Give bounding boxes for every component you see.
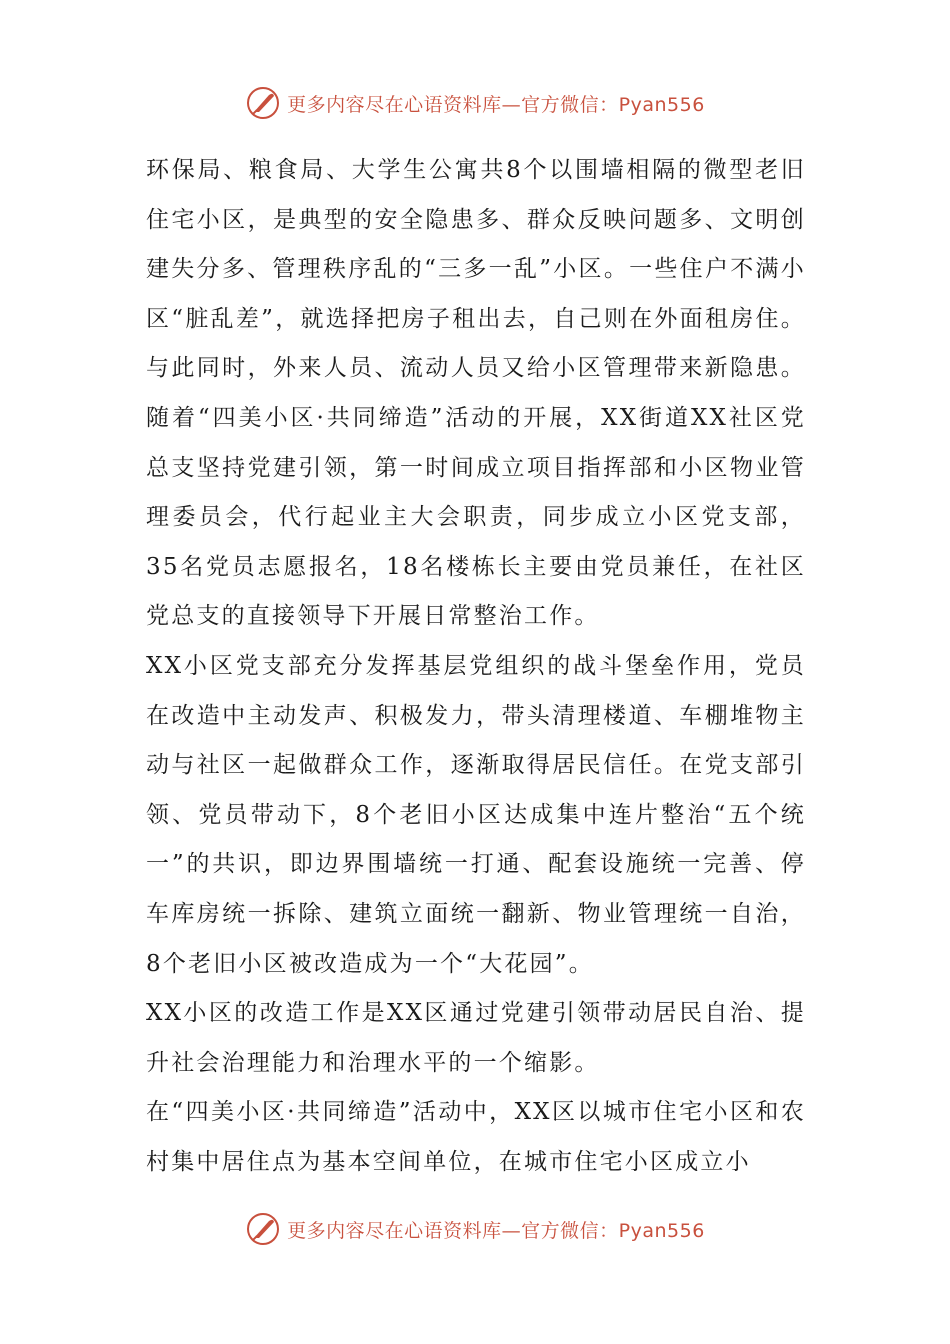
- paragraph: XX小区的改造工作是XX区通过党建引领带动居民自治、提升社会治理能力和治理水平的一个缩影。: [146, 1000, 806, 1076]
- paragraph: XX小区党支部充分发挥基层党组织的战斗堡垒作用，党员在改造中主动发声、积极发力，带头清理楼道、车棚堆物主动与社区一起做群众工作，逐渐取得居民信任。在党支部引领、党员带动下，8个老旧小区达成集中连片整治“五个统一”的共识，即边界围墙统一打通、配套设施统一完善、停车库房统一拆除、建筑立面统一翻新、物业管理统一自治，8个老旧小区被改造成为一个“大花园”。: [146, 652, 806, 977]
- paragraph: 环保局、粮食局、大学生公寓共8个以围墙相隔的微型老旧住宅小区，是典型的安全隐患多、群众反映问题多、文明创建失分多、管理秩序乱的“三多一乱”小区。一些住户不满小区“脏乱差”，就选择把房子租出去，自己则在外面租房住。与此同时，外来人员、流动人员又给小区管理带来新隐患。随着“四美小区·共同缔造”活动的开展，XX街道XX社区党总支坚持党建引领，第一时间成立项目指挥部和小区物业管理委员会，代行起业主大会职责，同步成立小区党支部，35名党员志愿报名，18名楼栋长主要由党员兼任，在社区党总支的直接领导下开展日常整治工作。: [146, 157, 806, 630]
- watermark-text: 更多内容尽在心语资料库—官方微信：Pyan556: [287, 93, 705, 116]
- quill-logo-icon: [245, 85, 281, 121]
- quill-logo-icon: [245, 1211, 281, 1247]
- header-watermark: [0, 83, 950, 123]
- watermark-text: 更多内容尽在心语资料库—官方微信：Pyan556: [287, 1219, 705, 1242]
- document-body: [146, 146, 806, 1187]
- paragraph: 在“四美小区·共同缔造”活动中，XX区以城市住宅小区和农村集中居住点为基本空间单位，在城市住宅小区成立小: [146, 1099, 806, 1175]
- footer-watermark: [0, 1209, 950, 1249]
